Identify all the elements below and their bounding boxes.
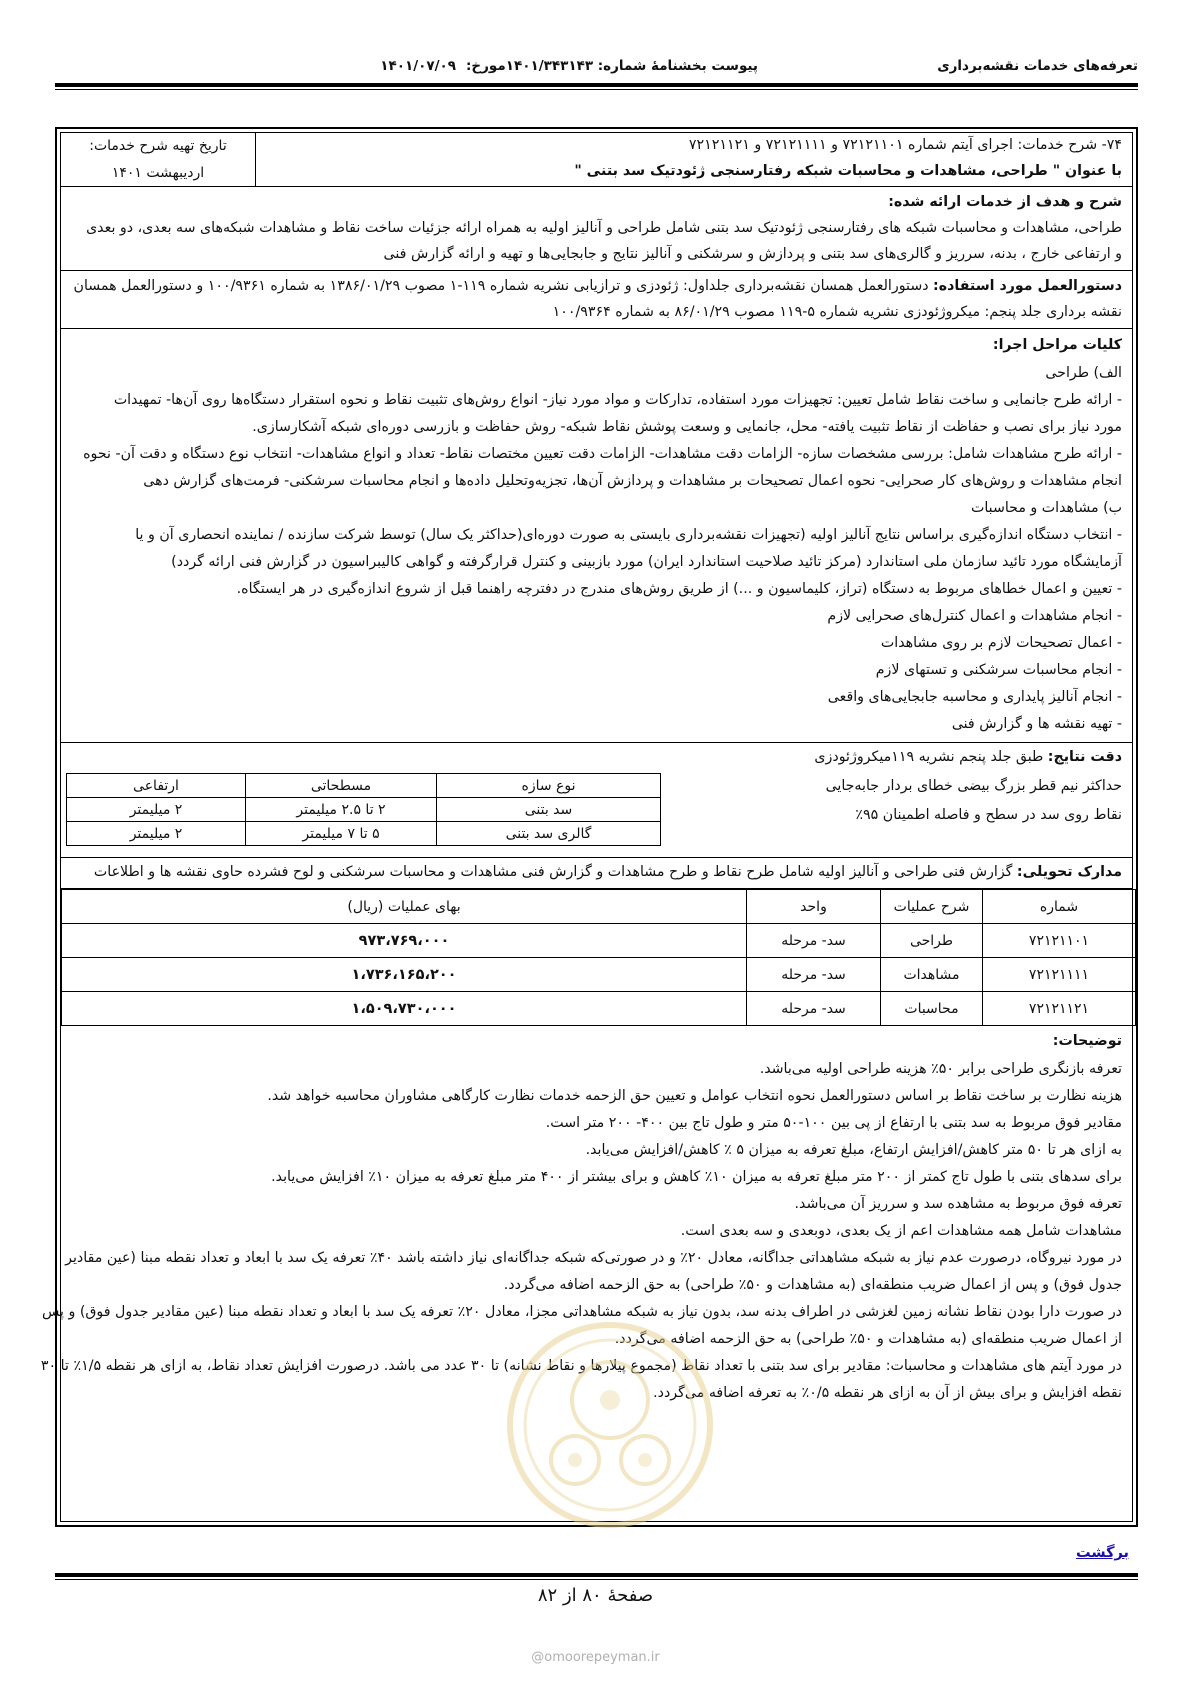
accuracy-line1: [491, 744, 1122, 771]
table-header-cell: مسطحاتی: [246, 774, 437, 798]
steps-title: کلیات مراحل اجرا:: [992, 337, 1122, 353]
steps-line: - تهیه نقشه ها و گزارش فنی: [951, 716, 1122, 732]
site-watermark: @omoorepeyman.ir: [531, 1650, 660, 1665]
table-cell: ۷۲۱۲۱۱۰۱: [983, 924, 1136, 958]
table-header-row: [62, 890, 1136, 924]
manual-text: دستورالعمل همسان نقشه‌برداری جلداول: ژئودزی و ترازیابی نشریه شماره ۱۱۹-۱ مصوب ۱۳۸۶/۰۱/۲۹ به شماره ۱۰۰/۹۳۶۱ و دستورالعمل همسان: [73, 278, 934, 294]
deliverables-section: [61, 858, 1132, 889]
notes-line: جدول فوق) و پس از اعمال ضریب منطقه‌ای (به مشاهدات و ۵۰٪ طراحی) به حق الزحمه اضافه می‌گردد.: [503, 1277, 1122, 1293]
service-line1: ۷۴- شرح خدمات: اجرای آیتم شماره ۷۲۱۲۱۱۰۱ و ۷۲۱۲۱۱۱۱ و ۷۲۱۲۱۱۲۱: [688, 137, 1122, 153]
table-row: [67, 822, 661, 846]
manual-line1: [71, 273, 1122, 300]
table-cell: گالری سد بتنی: [437, 822, 661, 846]
notes-line: در مورد آیتم های مشاهدات و محاسبات: مقادیر برای سد بتنی با تعداد نقاط (مجموع پیلارها و نقاط نشانه) تا ۳۰ عدد می باشد. درصورت افزایش تعداد نقاط، به ازای هر نقطه ۱/۵٪ تا ۳۰: [40, 1358, 1122, 1374]
table-row: [62, 992, 1136, 1026]
page-number: صفحهٔ ۸۰ از ۸۲: [537, 1585, 654, 1606]
description-line: و ارتفاعی خارج ، بدنه، سرریز و گالری‌های سد بتنی و پردازش و سرشکنی و آنالیز نتایج و جابجایی‌ها و تهیه و ارائه گزارش فنی: [383, 246, 1122, 262]
table-cell: ۷۲۱۲۱۱۱۱: [983, 958, 1136, 992]
steps-line: - انجام آنالیز پایداری و محاسبه جابجایی‌های واقعی: [827, 689, 1122, 705]
table-header-cell: ارتفاعی: [67, 774, 246, 798]
service-date-cell: [61, 133, 256, 186]
price-table: [61, 889, 1136, 1026]
notes-line: در مورد نیروگاه، درصورت عدم نیاز به شبکه مشاهداتی جداگانه، معادل ۲۰٪ و در صورتی‌که شبکه جداگانه‌ای نیاز داشته باشد ۴۰٪ تعرفه یک سد با ابعاد و تعداد نقطه مبنا (عین مقادیر: [65, 1250, 1122, 1266]
table-cell: ۲ میلیمتر: [67, 798, 246, 822]
steps-line: مورد نیاز برای نصب و حفاظت از نقاط تثبیت یافته- محل، جانمایی و وسعت پوشش نقاط شبکه- روش حفاظت و بازرسی دوره‌ای شبکه آشکارسازی.: [252, 419, 1122, 435]
steps-line: - انجام مشاهدات و اعمال کنترل‌های صحرایی لازم: [827, 608, 1122, 624]
notes-line: در صورت دارا بودن نقاط نشانه زمین لغزشی در اطراف بدنه سد، بدون نیاز به شبکه مشاهداتی مجزا، معادل ۲۰٪ تعرفه یک سد با ابعاد و تعداد نقطه مبنا (عین مقادیر جدول فوق) و پس: [41, 1304, 1122, 1320]
table-cell: طراحی: [881, 924, 983, 958]
steps-line: - انتخاب دستگاه اندازه‌گیری براساس نتایج آنالیز اولیه (تجهیزات نقشه‌برداری بایستی به صورت دوره‌ای(حداکثر یک سال) توسط شرکت سازنده / نماینده انحصاری آن و یا: [135, 527, 1122, 543]
steps-section: [61, 329, 1132, 743]
service-date-value: اردیبهشت ۱۴۰۱: [111, 165, 205, 181]
table-cell: ۱،۷۳۶،۱۶۵،۲۰۰: [62, 958, 747, 992]
table-header-cell: بهای عملیات (ریال): [62, 890, 747, 924]
notes-line: هزینه نظارت بر ساخت نقاط بر اساس دستورالعمل نحوه انتخاب عوامل و تعیین حق الزحمه خدمات نظارت کارگاهی مشاوران محاسبه خواهد شد.: [267, 1088, 1122, 1104]
description-title: شرح و هدف از خدمات ارائه شده:: [888, 194, 1122, 210]
price-section: [61, 889, 1132, 1027]
accuracy-table: [66, 773, 661, 846]
table-cell: ۲ میلیمتر: [67, 822, 246, 846]
steps-line: - تعیین و اعمال خطاهای مربوط به دستگاه (تراز، کلیماسیون و ...) از طریق روش‌های مندرج در دفترچه راهنما قبل از شروع اندازه‌گیری در هر ایستگاه.: [236, 581, 1122, 597]
table-cell: سد- مرحله: [747, 992, 881, 1026]
header-title: تعرفه‌های خدمات نقشه‌برداری: [937, 58, 1138, 74]
notes-line: تعرفه فوق مربوط به مشاهده سد و سرریز آن می‌باشد.: [794, 1196, 1122, 1212]
accuracy-label: دقت نتایج:: [1047, 749, 1122, 765]
table-header-cell: شرح عملیات: [881, 890, 983, 924]
service-inner: [40, 132, 1133, 1522]
accuracy-line3: نقاط روی سد در سطح و فاصله اطمینان ۹۵٪: [855, 807, 1122, 823]
header-rule: [55, 83, 1138, 87]
manual-line2: نقشه برداری جلد پنجم: میکروژئودزی نشریه شماره ۵-۱۱۹ مصوب ۸۶/۰۱/۲۹ به شماره ۱۰۰/۹۳۶۴: [552, 304, 1122, 320]
header-attachment: [380, 58, 758, 74]
steps-line: ب) مشاهدات و محاسبات: [970, 500, 1122, 516]
attachment-number: پیوست بخشنامهٔ شماره: ۱۴۰۱/۳۴۳۱۴۳مورخ:: [466, 58, 758, 74]
steps-line: - ارائه طرح جانمایی و ساخت نقاط شامل تعیین: تجهیزات مورد استفاده، تدارکات و مواد مورد نیاز- انواع روش‌های تثبیت نقاط و نحوه استقرار دستگاه‌ها روی آن‌ها- تمهیدات: [113, 392, 1122, 408]
notes-line: به ازای هر تا ۵۰ متر کاهش/افزایش ارتفاع، مبلغ تعرفه به میزان ۵ ٪ کاهش/افزایش می‌یابد.: [585, 1142, 1122, 1158]
table-cell: ۲ تا ۲.۵ میلیمتر: [246, 798, 437, 822]
notes-line: از اعمال ضریب منطقه‌ای (به مشاهدات و ۵۰٪ طراحی) به حق الزحمه اضافه می‌گردد.: [614, 1331, 1122, 1347]
table-row: [62, 924, 1136, 958]
table-cell: ۱،۵۰۹،۷۳۰،۰۰۰: [62, 992, 747, 1026]
steps-line: آزمایشگاه مورد تائید سازمان ملی استاندارد (مرکز تائید صلاحیت استاندارد ایران) مورد بازبینی و کنترل قرارگرفته و گواهی کالیبراسیون در گزارش فنی ارائه گردد): [171, 554, 1122, 570]
notes-line: مقادیر فوق مربوط به سد بتنی با ارتفاع از پی بین ۱۰۰-۵۰ متر و طول تاج بین ۴۰۰- ۲۰۰ متر است.: [545, 1115, 1122, 1131]
table-cell: ۷۲۱۲۱۱۲۱: [983, 992, 1136, 1026]
table-cell: ۵ تا ۷ میلیمتر: [246, 822, 437, 846]
accuracy-line2: حداکثر نیم قطر بزرگ بیضی خطای بردار جابه‌جایی: [825, 778, 1122, 794]
description-line: طراحی، مشاهدات و محاسبات شبکه های رفتارسنجی ژئودتیک سد بتنی شامل طراحی و آنالیز اولیه به همراه ارائه جزئیات ساخت نقاط و مشاهدات شبکه‌های سه بعدی، دو بعدی: [86, 220, 1122, 236]
steps-line: - انجام محاسبات سرشکنی و تستهای لازم: [875, 662, 1122, 678]
manual-section: [61, 271, 1132, 329]
steps-line: - ارائه طرح مشاهدات شامل: بررسی مشخصات سازه- الزامات دقت مشاهدات- الزامات دقت تعیین مختصات نقاط- تعداد و انواع مشاهدات- انتخاب نوع دستگاه و دقت آن- نحوه: [83, 446, 1122, 462]
description-section: [61, 187, 1132, 271]
page-header: [55, 58, 1138, 82]
footer-rule: [55, 1573, 1138, 1577]
watermark-logo: [505, 1320, 715, 1530]
table-header-row: [67, 774, 661, 798]
header-rule-thin: [55, 89, 1138, 90]
notes-title: توضیحات:: [1052, 1033, 1122, 1049]
steps-line: الف) طراحی: [1045, 365, 1122, 381]
service-date-label: تاریخ تهیه شرح خدمات:: [89, 138, 227, 154]
deliverables-label: مدارک تحویلی:: [1016, 864, 1122, 880]
accuracy-section: [61, 743, 1132, 858]
notes-line: تعرفه بازنگری طراحی برابر ۵۰٪ هزینه طراحی اولیه می‌باشد.: [759, 1061, 1122, 1077]
deliverables-text: گزارش فنی طراحی و آنالیز اولیه شامل طرح نقاط و طرح مشاهدات و گزارش فنی مشاهدات و محاسبات سرشکنی و لوح فشرده حاوی نقشه ها و اطلاعات: [93, 864, 1017, 880]
table-row: [67, 798, 661, 822]
table-cell: محاسبات: [881, 992, 983, 1026]
accuracy-text: طبق جلد پنجم نشریه ۱۱۹میکروژئودزی: [814, 749, 1048, 765]
service-line2: با عنوان " طراحی، مشاهدات و محاسبات شبکه رفتارسنجی ژئودتیک سد بتنی ": [574, 163, 1122, 179]
table-header-cell: شماره: [983, 890, 1136, 924]
back-link[interactable]: برگشت: [1075, 1545, 1129, 1561]
notes-line: نقطه افزایش و برای بیش از آن به ازای هر نقطه ۰/۵٪ به تعرفه اضافه می‌گردد.: [653, 1385, 1122, 1401]
table-header-cell: واحد: [747, 890, 881, 924]
table-cell: ۹۷۳،۷۶۹،۰۰۰: [62, 924, 747, 958]
deliverables-line: [71, 859, 1122, 886]
service-title-section: [61, 133, 1132, 187]
attachment-date: ۱۴۰۱/۰۷/۰۹: [380, 58, 457, 74]
notes-line: مشاهدات شامل همه مشاهدات اعم از یک بعدی، دوبعدی و سه بعدی است.: [680, 1223, 1122, 1239]
notes-line: برای سدهای بتنی با طول تاج کمتر از ۲۰۰ متر مبلغ تعرفه به میزان ۱۰٪ کاهش و برای بیشتر از ۴۰۰ متر مبلغ تعرفه به میزان ۱۰٪ افزایش می‌یابد.: [271, 1169, 1122, 1185]
footer-rule-thin: [55, 1579, 1138, 1580]
steps-line: انجام مشاهدات و روش‌های کار صحرایی- نحوه اعمال تصحیحات بر مشاهدات و پردازش آن‌ها، تجزیه‌وتحلیل داده‌ها و انجام محاسبات سرشکنی- فرمت‌های گزارش دهی: [143, 473, 1122, 489]
table-header-cell: نوع سازه: [437, 774, 661, 798]
table-cell: سد بتنی: [437, 798, 661, 822]
manual-label: دستورالعمل مورد استفاده:: [933, 278, 1122, 294]
table-cell: سد- مرحله: [747, 958, 881, 992]
steps-line: - اعمال تصحیحات لازم بر روی مشاهدات: [880, 635, 1122, 651]
table-cell: مشاهدات: [881, 958, 983, 992]
table-row: [62, 958, 1136, 992]
table-cell: سد- مرحله: [747, 924, 881, 958]
service-frame: [40, 127, 1138, 1527]
